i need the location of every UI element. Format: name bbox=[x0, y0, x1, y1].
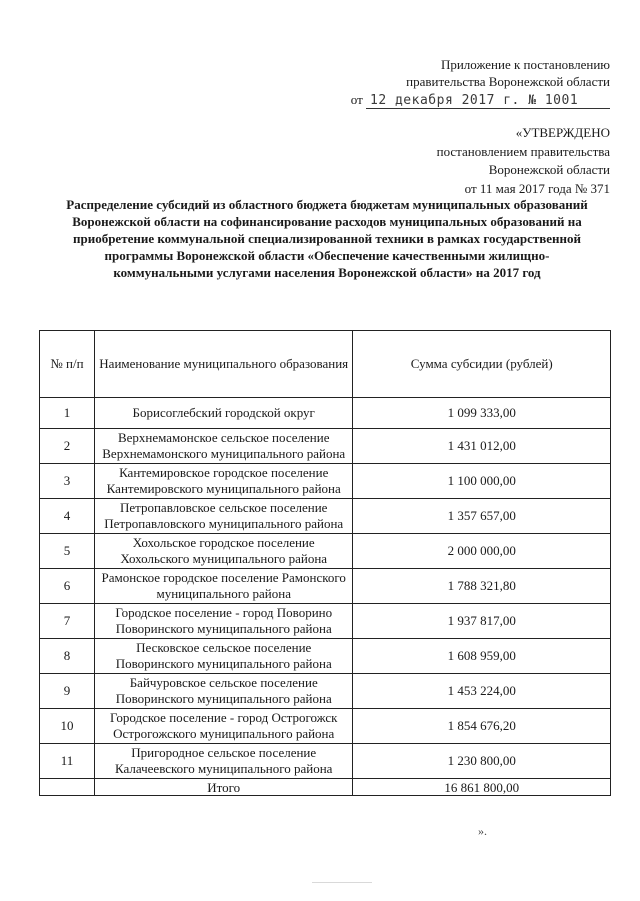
approval-line-3: Воронежской области bbox=[488, 162, 610, 177]
cell-num: 5 bbox=[40, 534, 95, 569]
cell-sum: 1 854 676,20 bbox=[353, 709, 611, 744]
table-row bbox=[40, 499, 611, 534]
cell-num: 10 bbox=[40, 709, 95, 744]
approval-line-2: постановлением правительства bbox=[436, 143, 610, 159]
cell-name: Хохольское городское поселение Хохольского муниципального района bbox=[94, 534, 353, 569]
cell-name: Байчуровское сельское поселение Поворинского муниципального района bbox=[94, 674, 353, 709]
cell-sum: 1 431 012,00 bbox=[353, 429, 611, 464]
table-row bbox=[40, 604, 611, 639]
table-row bbox=[40, 674, 611, 709]
cell-num: 4 bbox=[40, 499, 95, 534]
table-row bbox=[40, 639, 611, 674]
cell-sum: 1 230 800,00 bbox=[353, 744, 611, 779]
table-row bbox=[40, 398, 611, 429]
closing-quote-mark: ». bbox=[478, 824, 487, 838]
document-title: Распределение субсидий из областного бюджета бюджетам муниципальных образований Воронежской области на софинансирование расходов муниципальных образований на приобретение коммунальной специализированной техники в рамках государственной программы Воронежской области «Обеспечение качественными жилищно- коммунальными услугами населения Воронежской области» на 2017 год bbox=[66, 197, 588, 280]
table-row bbox=[40, 569, 611, 604]
appendix-from-label: от bbox=[350, 92, 363, 107]
cell-sum: 1 608 959,00 bbox=[353, 639, 611, 674]
total-label: Итого bbox=[94, 779, 353, 796]
cell-num: 8 bbox=[40, 639, 95, 674]
cell-num: 2 bbox=[40, 429, 95, 464]
total-sum: 16 861 800,00 bbox=[353, 779, 611, 796]
appendix-date-row bbox=[351, 91, 610, 109]
cell-name: Кантемировское городское поселение Кантемировского муниципального района bbox=[94, 464, 353, 499]
cell-num: 9 bbox=[40, 674, 95, 709]
cell-num: 3 bbox=[40, 464, 95, 499]
approval-line-1: «УТВЕРЖДЕНО bbox=[515, 125, 610, 140]
table-row bbox=[40, 429, 611, 464]
cell-name: Пригородное сельское поселение Калачеевского муниципального района bbox=[94, 744, 353, 779]
cell-num: 6 bbox=[40, 569, 95, 604]
table-total-row bbox=[40, 779, 611, 796]
table-header-row bbox=[40, 331, 611, 398]
cell-name: Городское поселение - город Острогожск Острогожского муниципального района bbox=[94, 709, 353, 744]
cell-sum: 1 937 817,00 bbox=[353, 604, 611, 639]
header-num: № п/п bbox=[40, 331, 95, 398]
cell-num: 11 bbox=[40, 744, 95, 779]
table-row bbox=[40, 709, 611, 744]
appendix-header bbox=[351, 56, 610, 109]
cell-sum: 2 000 000,00 bbox=[353, 534, 611, 569]
cell-name: Городское поселение - город Поворино Поворинского муниципального района bbox=[94, 604, 353, 639]
cell-sum: 1 453 224,00 bbox=[353, 674, 611, 709]
approval-line-4: от 11 мая 2017 года № 371 bbox=[464, 180, 610, 196]
cell-sum: 1 788 321,80 bbox=[353, 569, 611, 604]
appendix-line-2: правительства Воронежской области bbox=[406, 74, 610, 89]
table-row bbox=[40, 534, 611, 569]
cell-name: Борисоглебский городской округ bbox=[94, 398, 353, 429]
cell-sum: 1 100 000,00 bbox=[353, 464, 611, 499]
total-num-cell bbox=[40, 779, 95, 796]
cell-sum: 1 099 333,00 bbox=[353, 398, 611, 429]
subsidies-table bbox=[39, 330, 611, 796]
cell-name: Песковское сельское поселение Поворинского муниципального района bbox=[94, 639, 353, 674]
cell-num: 1 bbox=[40, 398, 95, 429]
appendix-line-1: Приложение к постановлению bbox=[440, 57, 610, 72]
cell-sum: 1 357 657,00 bbox=[353, 499, 611, 534]
table-row bbox=[40, 464, 611, 499]
scan-artifact-line bbox=[312, 882, 372, 883]
header-name: Наименование муниципального образования bbox=[94, 331, 353, 398]
cell-name: Рамонское городское поселение Рамонского муниципального района bbox=[94, 569, 353, 604]
cell-name: Петропавловское сельское поселение Петропавловского муниципального района bbox=[94, 499, 353, 534]
table-row bbox=[40, 744, 611, 779]
header-sum: Сумма субсидии (рублей) bbox=[353, 331, 611, 398]
date-number-stamp: 12 декабря 2017 г. № 1001 bbox=[366, 93, 610, 109]
cell-num: 7 bbox=[40, 604, 95, 639]
approval-block bbox=[437, 124, 610, 198]
cell-name: Верхнемамонское сельское поселение Верхнемамонского муниципального района bbox=[94, 429, 353, 464]
